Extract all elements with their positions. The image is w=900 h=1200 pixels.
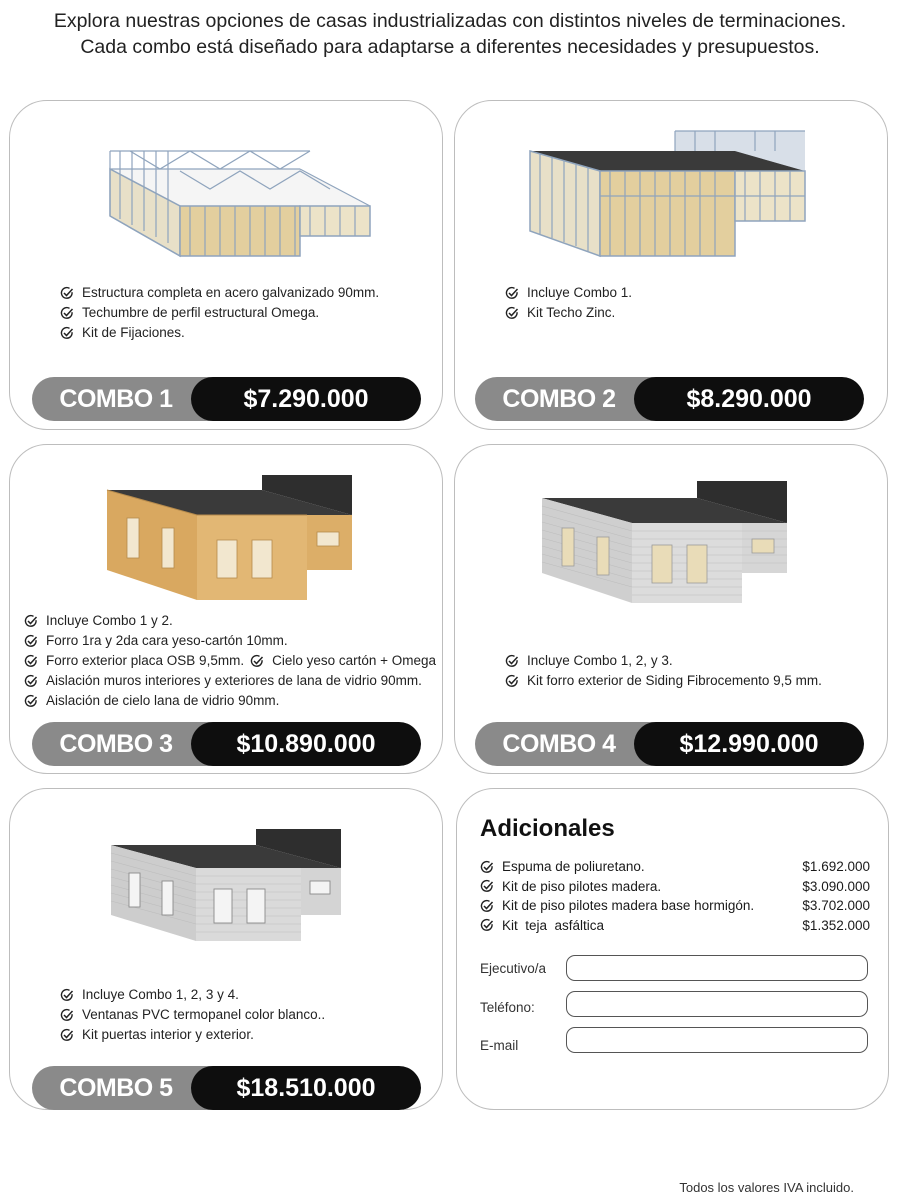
combo-2-price-badge — [475, 377, 864, 421]
telefono-label: Teléfono: — [480, 1000, 535, 1015]
combo-1-card — [9, 100, 443, 430]
combo-1-price-badge — [32, 377, 421, 421]
adicional-item — [480, 877, 870, 897]
check-circle-icon — [60, 306, 74, 320]
adicional-item — [480, 896, 870, 916]
combo-4-label: COMBO 4 — [502, 730, 616, 758]
ejecutivo-row — [480, 955, 872, 983]
check-circle-icon — [24, 634, 38, 648]
combo-3-feature: Incluye Combo 1 y 2. — [24, 611, 436, 631]
combo-5-feature: Kit puertas interior y exterior. — [60, 1025, 325, 1045]
check-circle-icon — [505, 286, 519, 300]
combo-2-card — [454, 100, 888, 430]
check-circle-icon — [480, 918, 494, 932]
combo-4-card — [454, 444, 888, 774]
adicional-item — [480, 857, 870, 877]
combo-3-feature-extra: Cielo yeso cartón + Omega — [250, 651, 436, 671]
combo-1-price: $7.290.000 — [191, 377, 421, 421]
combo-4-feature: Incluye Combo 1, 2, y 3. — [505, 651, 822, 671]
telefono-field[interactable] — [566, 991, 868, 1017]
intro-line-2: Cada combo está diseñado para adaptarse a diferentes necesidades y presupuestos. — [80, 36, 820, 58]
combo-2-feature: Incluye Combo 1. — [505, 283, 632, 303]
check-circle-icon — [60, 286, 74, 300]
intro-text — [0, 8, 900, 60]
combo-2-house-image — [515, 121, 815, 261]
check-circle-icon — [60, 1008, 74, 1022]
adicionales-title: Adicionales — [480, 815, 615, 842]
adicional-item — [480, 916, 870, 936]
email-row — [480, 1027, 872, 1055]
check-circle-icon — [24, 654, 38, 668]
adicional-price: $3.702.000 — [802, 898, 870, 913]
adicional-price: $1.352.000 — [802, 917, 870, 933]
check-circle-icon — [480, 860, 494, 874]
combo-3-feature: Aislación de cielo lana de vidrio 90mm. — [24, 691, 436, 711]
combo-1-house-image — [90, 111, 380, 261]
combo-2-price: $8.290.000 — [634, 377, 864, 421]
combo-1-feature: Techumbre de perfil estructural Omega. — [60, 303, 379, 323]
check-circle-icon — [24, 614, 38, 628]
combo-2-label: COMBO 2 — [502, 385, 616, 413]
adicionales-list — [480, 857, 870, 935]
combo-5-feature: Ventanas PVC termopanel color blanco.. — [60, 1005, 325, 1025]
telefono-row — [480, 991, 872, 1019]
check-circle-icon — [24, 674, 38, 688]
combo-3-house-image — [102, 470, 372, 600]
intro-line-1: Explora nuestras opciones de casas industrializadas con distintos niveles de terminaciones. — [53, 10, 847, 32]
combo-3-feature: Aislación muros interiores y exteriores de lana de vidrio 90mm. — [24, 671, 436, 691]
adicional-price: $1.692.000 — [802, 859, 870, 874]
adicionales-card — [456, 788, 889, 1110]
combo-5-feature: Incluye Combo 1, 2, 3 y 4. — [60, 985, 325, 1005]
combo-5-label: COMBO 5 — [59, 1074, 173, 1102]
combo-1-feature: Estructura completa en acero galvanizado 90mm. — [60, 283, 379, 303]
combo-3-price: $10.890.000 — [191, 722, 421, 766]
combo-3-card — [9, 444, 443, 774]
adicional-name: Kit de piso pilotes madera base hormigón. — [502, 898, 755, 913]
check-circle-icon — [505, 654, 519, 668]
combo-5-price-badge — [32, 1066, 421, 1110]
email-field[interactable] — [566, 1027, 868, 1053]
adicional-name: Kit teja asfáltica — [502, 917, 605, 933]
check-circle-icon — [250, 654, 264, 668]
combo-4-price-badge — [475, 722, 864, 766]
adicional-name: Espuma de poliuretano. — [502, 859, 645, 874]
combo-3-feature: Forro 1ra y 2da cara yeso-cartón 10mm. — [24, 631, 436, 651]
check-circle-icon — [24, 694, 38, 708]
email-label: E-mail — [480, 1038, 519, 1053]
adicional-price: $3.090.000 — [802, 878, 870, 894]
combo-5-card — [9, 788, 443, 1110]
combo-1-feature: Kit de Fijaciones. — [60, 323, 379, 343]
combo-3-feature: Forro exterior placa OSB 9,5mm. Cielo yeso cartón + Omega — [24, 651, 436, 671]
check-circle-icon — [505, 674, 519, 688]
combo-3-label: COMBO 3 — [59, 730, 173, 758]
check-circle-icon — [60, 988, 74, 1002]
combo-3-price-badge — [32, 722, 421, 766]
combo-2-feature: Kit Techo Zinc. — [505, 303, 632, 323]
combo-5-house-image — [106, 823, 356, 943]
combo-4-feature: Kit forro exterior de Siding Fibrocemento 9,5 mm. — [505, 671, 822, 691]
check-circle-icon — [505, 306, 519, 320]
combo-4-house-image — [537, 473, 807, 603]
ejecutivo-label: Ejecutivo/a — [480, 961, 547, 976]
adicional-name: Kit de piso pilotes madera. — [502, 878, 662, 894]
combo-1-label: COMBO 1 — [59, 385, 173, 413]
ejecutivo-field[interactable] — [566, 955, 868, 981]
footer-note: Todos los valores IVA incluido. — [679, 1180, 854, 1195]
check-circle-icon — [60, 326, 74, 340]
combo-5-price: $18.510.000 — [191, 1066, 421, 1110]
check-circle-icon — [480, 879, 494, 893]
check-circle-icon — [60, 1028, 74, 1042]
combo-4-price: $12.990.000 — [634, 722, 864, 766]
check-circle-icon — [480, 899, 494, 913]
